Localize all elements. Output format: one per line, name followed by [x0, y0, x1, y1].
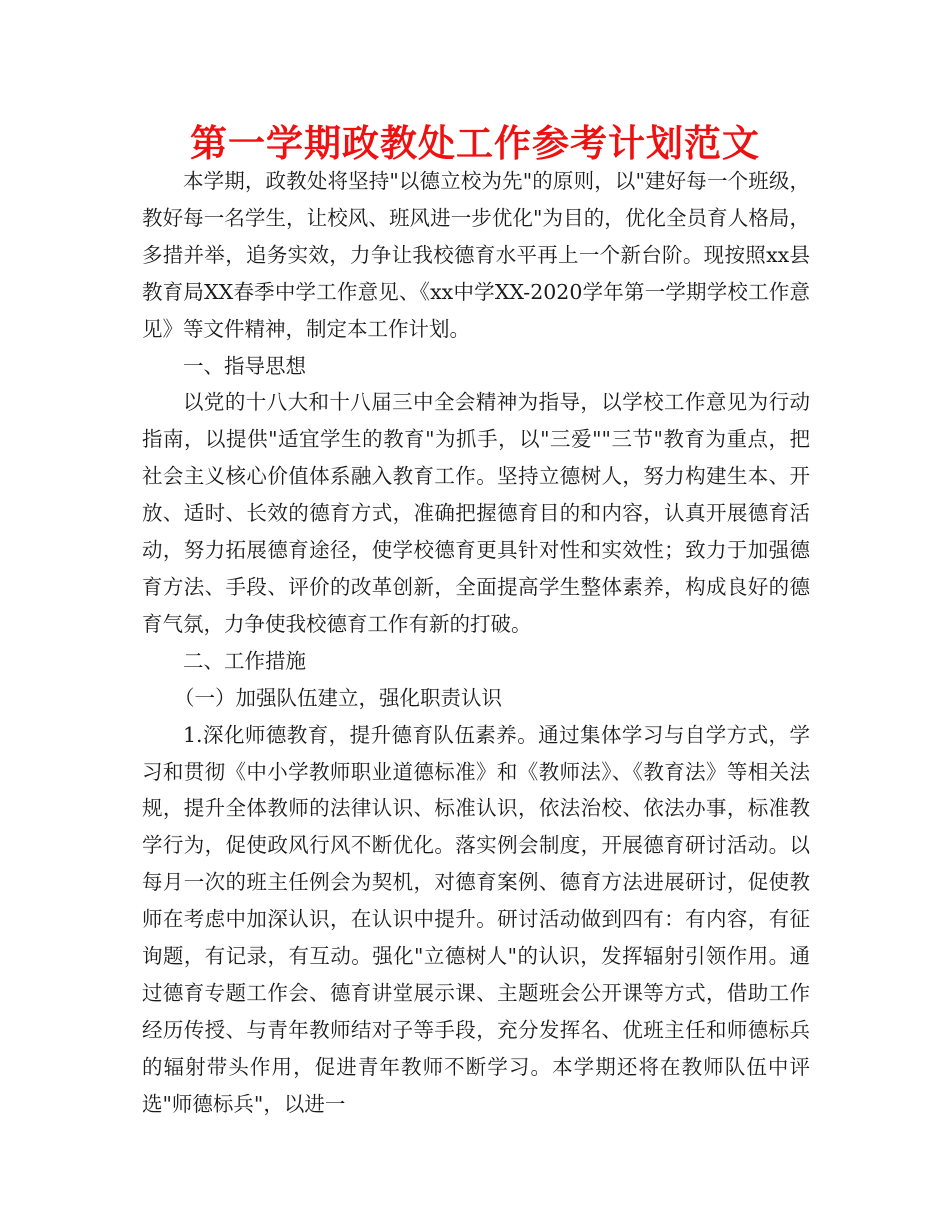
section-heading-work-measures: 二、工作措施 [183, 648, 306, 673]
document-title: 第一学期政教处工作参考计划范文 [190, 122, 760, 165]
document-body [142, 163, 810, 1123]
intro-paragraph: 本学期，政教处将坚持"以德立校为先"的原则，以"建好每一个班级，教好每一名学生，让校风、班风进一步优化"为目的，优化全员育人格局，多措并举，追务实效，力争让我校德育水平再上一个新台阶。现按照xx县教育局XX春季中学工作意见、《xx中学XX-2020学年第一学期学校工作意见》等文件精神，制定本工作计划。 [142, 169, 810, 341]
guiding-thought-paragraph: 以党的十八大和十八届三中全会精神为指导，以学校工作意见为行动指南，以提供"适宜学生的教育"为抓手，以"三爱""三节"教育为重点，把社会主义核心价值体系融入教育工作。坚持立德树人，努力构建生本、开放、适时、长效的德育方式，准确把握德育目的和内容，认真开展德育活动，努力拓展德育途径，使学校德育更具针对性和实效性；致力于加强德育方法、手段、评价的改革创新，全面提高学生整体素养，构成良好的德育气氛，力争使我校德育工作有新的打破。 [142, 390, 810, 636]
subsection-heading-team-building: （一）加强队伍建立，强化职责认识 [174, 685, 502, 710]
item-teacher-ethics-paragraph: 1.深化师德教育，提升德育队伍素养。通过集体学习与自学方式，学习和贯彻《中小学教师职业道德标准》和《教师法》、《教育法》等相关法规，提升全体教师的法律认识、标准认识，依法治校、依法办事，标准教学行为，促使政风行风不断优化。落实例会制度，开展德育研讨活动。以每月一次的班主任例会为契机，对德育案例、德育方法进展研讨，促使教师在考虑中加深认识，在认识中提升。研讨活动做到四有：有内容，有征询题，有记录，有互动。强化"立德树人"的认识，发挥辐射引领作用。通过德育专题工作会、德育讲堂展示课、主题班会公开课等方式，借助工作经历传授、与青年教师结对子等手段，充分发挥名、优班主任和师德标兵的辐射带头作用，促进青年教师不断学习。本学期还将在教师队伍中评选"师德标兵"，以进一 [142, 722, 810, 1116]
section-heading-guiding-thought: 一、指导思想 [183, 353, 306, 378]
